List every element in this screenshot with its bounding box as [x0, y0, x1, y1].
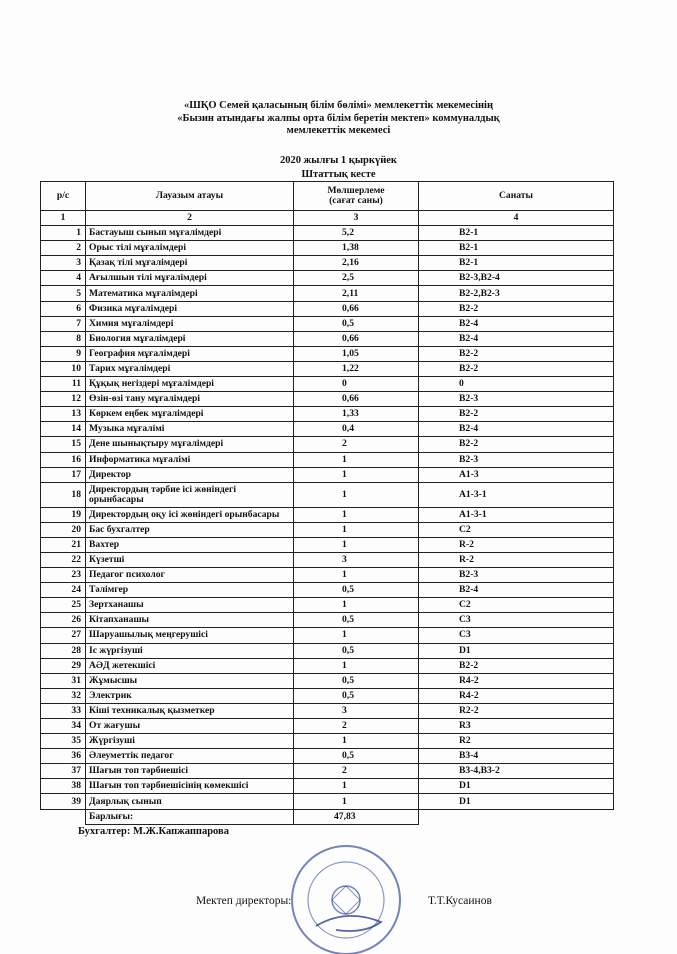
category-value: B2-4: [419, 583, 614, 598]
row-number: 3: [41, 256, 86, 271]
row-number: 33: [41, 703, 86, 718]
rate-value: 1,33: [294, 407, 419, 422]
position-name: Даярлық сынып: [86, 794, 294, 809]
category-value: B2-4: [419, 422, 614, 437]
position-name: Бас бухгалтер: [86, 522, 294, 537]
category-value: A1-3: [419, 467, 614, 482]
row-number: 1: [41, 226, 86, 241]
rate-value: 1: [294, 658, 419, 673]
table-row: [41, 241, 614, 256]
category-value: B2-4: [419, 331, 614, 346]
table-row: [41, 422, 614, 437]
row-number: 34: [41, 719, 86, 734]
category-value: R-2: [419, 537, 614, 552]
total-empty: [419, 809, 614, 824]
category-value: B2-4: [419, 316, 614, 331]
rate-value: 5,2: [294, 226, 419, 241]
table-header-row: [41, 182, 614, 211]
category-value: R2-2: [419, 703, 614, 718]
total-spacer: [41, 809, 86, 824]
category-value: B2-2: [419, 407, 614, 422]
position-name: Әлеуметтік педагог: [86, 749, 294, 764]
table-row: [41, 507, 614, 522]
rate-value: 0,66: [294, 392, 419, 407]
position-name: Вахтер: [86, 537, 294, 552]
table-row: [41, 437, 614, 452]
rate-value: 0,4: [294, 422, 419, 437]
rate-value: 0,5: [294, 316, 419, 331]
table-row: [41, 628, 614, 643]
row-number: 10: [41, 361, 86, 376]
category-value: 0: [419, 377, 614, 392]
row-number: 26: [41, 613, 86, 628]
accountant-signature: Бухгалтер: М.Ж.Капжаппарова: [78, 826, 229, 837]
rate-value: 0: [294, 377, 419, 392]
row-number: 13: [41, 407, 86, 422]
position-name: Директордың тәрбие ісі жөніндегі орынбасары: [86, 482, 294, 507]
rate-value: 1: [294, 598, 419, 613]
table-row: [41, 452, 614, 467]
position-name: Директор: [86, 467, 294, 482]
category-value: B2-2: [419, 301, 614, 316]
row-number: 38: [41, 779, 86, 794]
position-name: Бастауыш сынып мұғалімдері: [86, 226, 294, 241]
category-value: C3: [419, 628, 614, 643]
position-name: Кіші техникалық қызметкер: [86, 703, 294, 718]
row-number: 23: [41, 568, 86, 583]
document-subtitle: Штаттық кесте: [301, 169, 376, 180]
category-value: B2-2: [419, 361, 614, 376]
table-row: [41, 643, 614, 658]
table-row: [41, 392, 614, 407]
row-number: 11: [41, 377, 86, 392]
row-number: 2: [41, 241, 86, 256]
position-name: Күзетші: [86, 552, 294, 567]
position-name: Ағылшын тілі мұғалімдері: [86, 271, 294, 286]
row-number: 12: [41, 392, 86, 407]
table-row: [41, 658, 614, 673]
category-value: C2: [419, 598, 614, 613]
row-number: 24: [41, 583, 86, 598]
row-number: 6: [41, 301, 86, 316]
rate-value: 0,5: [294, 643, 419, 658]
table-row: [41, 467, 614, 482]
rate-value: 0,66: [294, 331, 419, 346]
position-name: АӘД жетекшісі: [86, 658, 294, 673]
table-row: [41, 688, 614, 703]
rate-value: 2: [294, 437, 419, 452]
table-row: [41, 719, 614, 734]
column-header-rate: Мөлшерлеме (сағат саны): [294, 182, 419, 211]
category-value: B2-3: [419, 452, 614, 467]
total-row: [41, 809, 614, 824]
table-row: [41, 316, 614, 331]
column-number: 4: [419, 211, 614, 226]
rate-value: 3: [294, 552, 419, 567]
rate-value: 1: [294, 452, 419, 467]
row-number: 9: [41, 346, 86, 361]
row-number: 25: [41, 598, 86, 613]
document-date: 2020 жылғы 1 қыркүйек: [280, 155, 397, 166]
category-value: R4-2: [419, 688, 614, 703]
category-value: D1: [419, 779, 614, 794]
category-value: C3: [419, 613, 614, 628]
position-name: Өзін-өзі тану мұғалімдері: [86, 392, 294, 407]
position-name: Зертханашы: [86, 598, 294, 613]
row-number: 31: [41, 673, 86, 688]
position-name: Дене шынықтыру мұғалімдері: [86, 437, 294, 452]
position-name: Жүргізуші: [86, 734, 294, 749]
category-value: B2-2: [419, 346, 614, 361]
column-header-category: Санаты: [419, 182, 614, 211]
table-row: [41, 331, 614, 346]
category-value: D1: [419, 643, 614, 658]
position-name: Информатика мұғалімі: [86, 452, 294, 467]
position-name: Биология мұғалімдері: [86, 331, 294, 346]
position-name: Құқық негіздері мұғалімдері: [86, 377, 294, 392]
row-number: 8: [41, 331, 86, 346]
header-line-3: мемлекеттік мекемесі: [286, 125, 391, 136]
table-row: [41, 779, 614, 794]
position-name: География мұғалімдері: [86, 346, 294, 361]
category-value: B2-3,B2-4: [419, 271, 614, 286]
column-number: 3: [294, 211, 419, 226]
row-number: 35: [41, 734, 86, 749]
position-name: Тарих мұғалімдері: [86, 361, 294, 376]
rate-value: 1: [294, 522, 419, 537]
position-name: Педагог психолог: [86, 568, 294, 583]
table-row: [41, 482, 614, 507]
row-number: 29: [41, 658, 86, 673]
category-value: B3-4: [419, 749, 614, 764]
rate-value: 2: [294, 719, 419, 734]
table-row: [41, 764, 614, 779]
row-number: 36: [41, 749, 86, 764]
rate-value: 1,05: [294, 346, 419, 361]
category-value: B2-2: [419, 658, 614, 673]
rate-value: 0,66: [294, 301, 419, 316]
row-number: 22: [41, 552, 86, 567]
category-value: B2-3: [419, 392, 614, 407]
rate-value: 1: [294, 537, 419, 552]
table-row: [41, 286, 614, 301]
table-row: [41, 794, 614, 809]
table-row: [41, 613, 614, 628]
table-row: [41, 346, 614, 361]
category-value: R3: [419, 719, 614, 734]
row-number: 16: [41, 452, 86, 467]
rate-value: 0,5: [294, 688, 419, 703]
director-name: Т.Т.Кусаинов: [428, 895, 492, 907]
position-name: Тәлімгер: [86, 583, 294, 598]
position-name: Музыка мұғалімі: [86, 422, 294, 437]
position-name: Іс жүргізуші: [86, 643, 294, 658]
column-header-number: р/с: [41, 182, 86, 211]
header-line-1: «ШҚО Семей қаласының білім бөлімі» мемлекеттік мекемесінің: [183, 100, 494, 111]
position-name: Қазақ тілі мұғалімдері: [86, 256, 294, 271]
position-name: От жағушы: [86, 719, 294, 734]
total-label: Барлығы:: [86, 809, 294, 824]
table-row: [41, 537, 614, 552]
rate-value: 0,5: [294, 673, 419, 688]
category-value: A1-3-1: [419, 482, 614, 507]
row-number: 28: [41, 643, 86, 658]
row-number: 27: [41, 628, 86, 643]
row-number: 20: [41, 522, 86, 537]
rate-value: 1,38: [294, 241, 419, 256]
rate-value: 1: [294, 482, 419, 507]
table-row: [41, 361, 614, 376]
rate-value: 1,22: [294, 361, 419, 376]
column-number-row: [41, 211, 614, 226]
category-value: R-2: [419, 552, 614, 567]
row-number: 4: [41, 271, 86, 286]
rate-value: 2,5: [294, 271, 419, 286]
category-value: B3-4,B3-2: [419, 764, 614, 779]
rate-value: 1: [294, 734, 419, 749]
row-number: 37: [41, 764, 86, 779]
rate-value: 2: [294, 764, 419, 779]
rate-value: 2,16: [294, 256, 419, 271]
row-number: 14: [41, 422, 86, 437]
table-row: [41, 583, 614, 598]
rate-value: 1: [294, 568, 419, 583]
director-label: Мектеп директоры:: [196, 895, 292, 907]
rate-value: 0,5: [294, 613, 419, 628]
row-number: 15: [41, 437, 86, 452]
row-number: 18: [41, 482, 86, 507]
table-row: [41, 226, 614, 241]
rate-value: 0,5: [294, 583, 419, 598]
category-value: B2-2: [419, 437, 614, 452]
position-name: Жұмысшы: [86, 673, 294, 688]
row-number: 21: [41, 537, 86, 552]
position-name: Директордың оқу ісі жөніндегі орынбасары: [86, 507, 294, 522]
category-value: R2: [419, 734, 614, 749]
rate-value: 1: [294, 628, 419, 643]
rate-value: 1: [294, 794, 419, 809]
position-name: Шаруашылық меңгерушісі: [86, 628, 294, 643]
column-number: 1: [41, 211, 86, 226]
position-name: Орыс тілі мұғалімдері: [86, 241, 294, 256]
rate-value: 3: [294, 703, 419, 718]
row-number: 32: [41, 688, 86, 703]
total-value: 47,83: [294, 809, 419, 824]
table-row: [41, 271, 614, 286]
rate-value: 2,11: [294, 286, 419, 301]
table-row: [41, 568, 614, 583]
header-line-2: «Бызин атындағы жалпы орта білім беретін мектеп» коммуналдық: [177, 112, 500, 124]
table-row: [41, 301, 614, 316]
position-name: Кітапханашы: [86, 613, 294, 628]
rate-value: 1: [294, 507, 419, 522]
position-name: Химия мұғалімдері: [86, 316, 294, 331]
table-row: [41, 734, 614, 749]
position-name: Шағын топ тәрбиешісінің көмекшісі: [86, 779, 294, 794]
category-value: B2-2,B2-3: [419, 286, 614, 301]
table-row: [41, 673, 614, 688]
table-row: [41, 703, 614, 718]
position-name: Физика мұғалімдері: [86, 301, 294, 316]
column-number: 2: [86, 211, 294, 226]
category-value: C2: [419, 522, 614, 537]
row-number: 5: [41, 286, 86, 301]
table-row: [41, 598, 614, 613]
category-value: B2-1: [419, 226, 614, 241]
position-name: Электрик: [86, 688, 294, 703]
rate-value: 0,5: [294, 749, 419, 764]
category-value: R4-2: [419, 673, 614, 688]
row-number: 39: [41, 794, 86, 809]
row-number: 19: [41, 507, 86, 522]
table-row: [41, 522, 614, 537]
category-value: D1: [419, 794, 614, 809]
position-name: Шағын топ тәрбиешісі: [86, 764, 294, 779]
category-value: B2-1: [419, 241, 614, 256]
category-value: A1-3-1: [419, 507, 614, 522]
rate-value: 1: [294, 779, 419, 794]
table-row: [41, 552, 614, 567]
table-row: [41, 377, 614, 392]
position-name: Математика мұғалімдері: [86, 286, 294, 301]
category-value: B2-3: [419, 568, 614, 583]
table-row: [41, 749, 614, 764]
rate-value: 1: [294, 467, 419, 482]
row-number: 17: [41, 467, 86, 482]
row-number: 7: [41, 316, 86, 331]
document-header: [0, 100, 677, 138]
table-row: [41, 407, 614, 422]
position-name: Көркем еңбек мұғалімдері: [86, 407, 294, 422]
column-header-position: Лауазым атауы: [86, 182, 294, 211]
staff-table: [40, 181, 614, 825]
category-value: B2-1: [419, 256, 614, 271]
official-seal-stamp: [276, 838, 416, 954]
table-row: [41, 256, 614, 271]
